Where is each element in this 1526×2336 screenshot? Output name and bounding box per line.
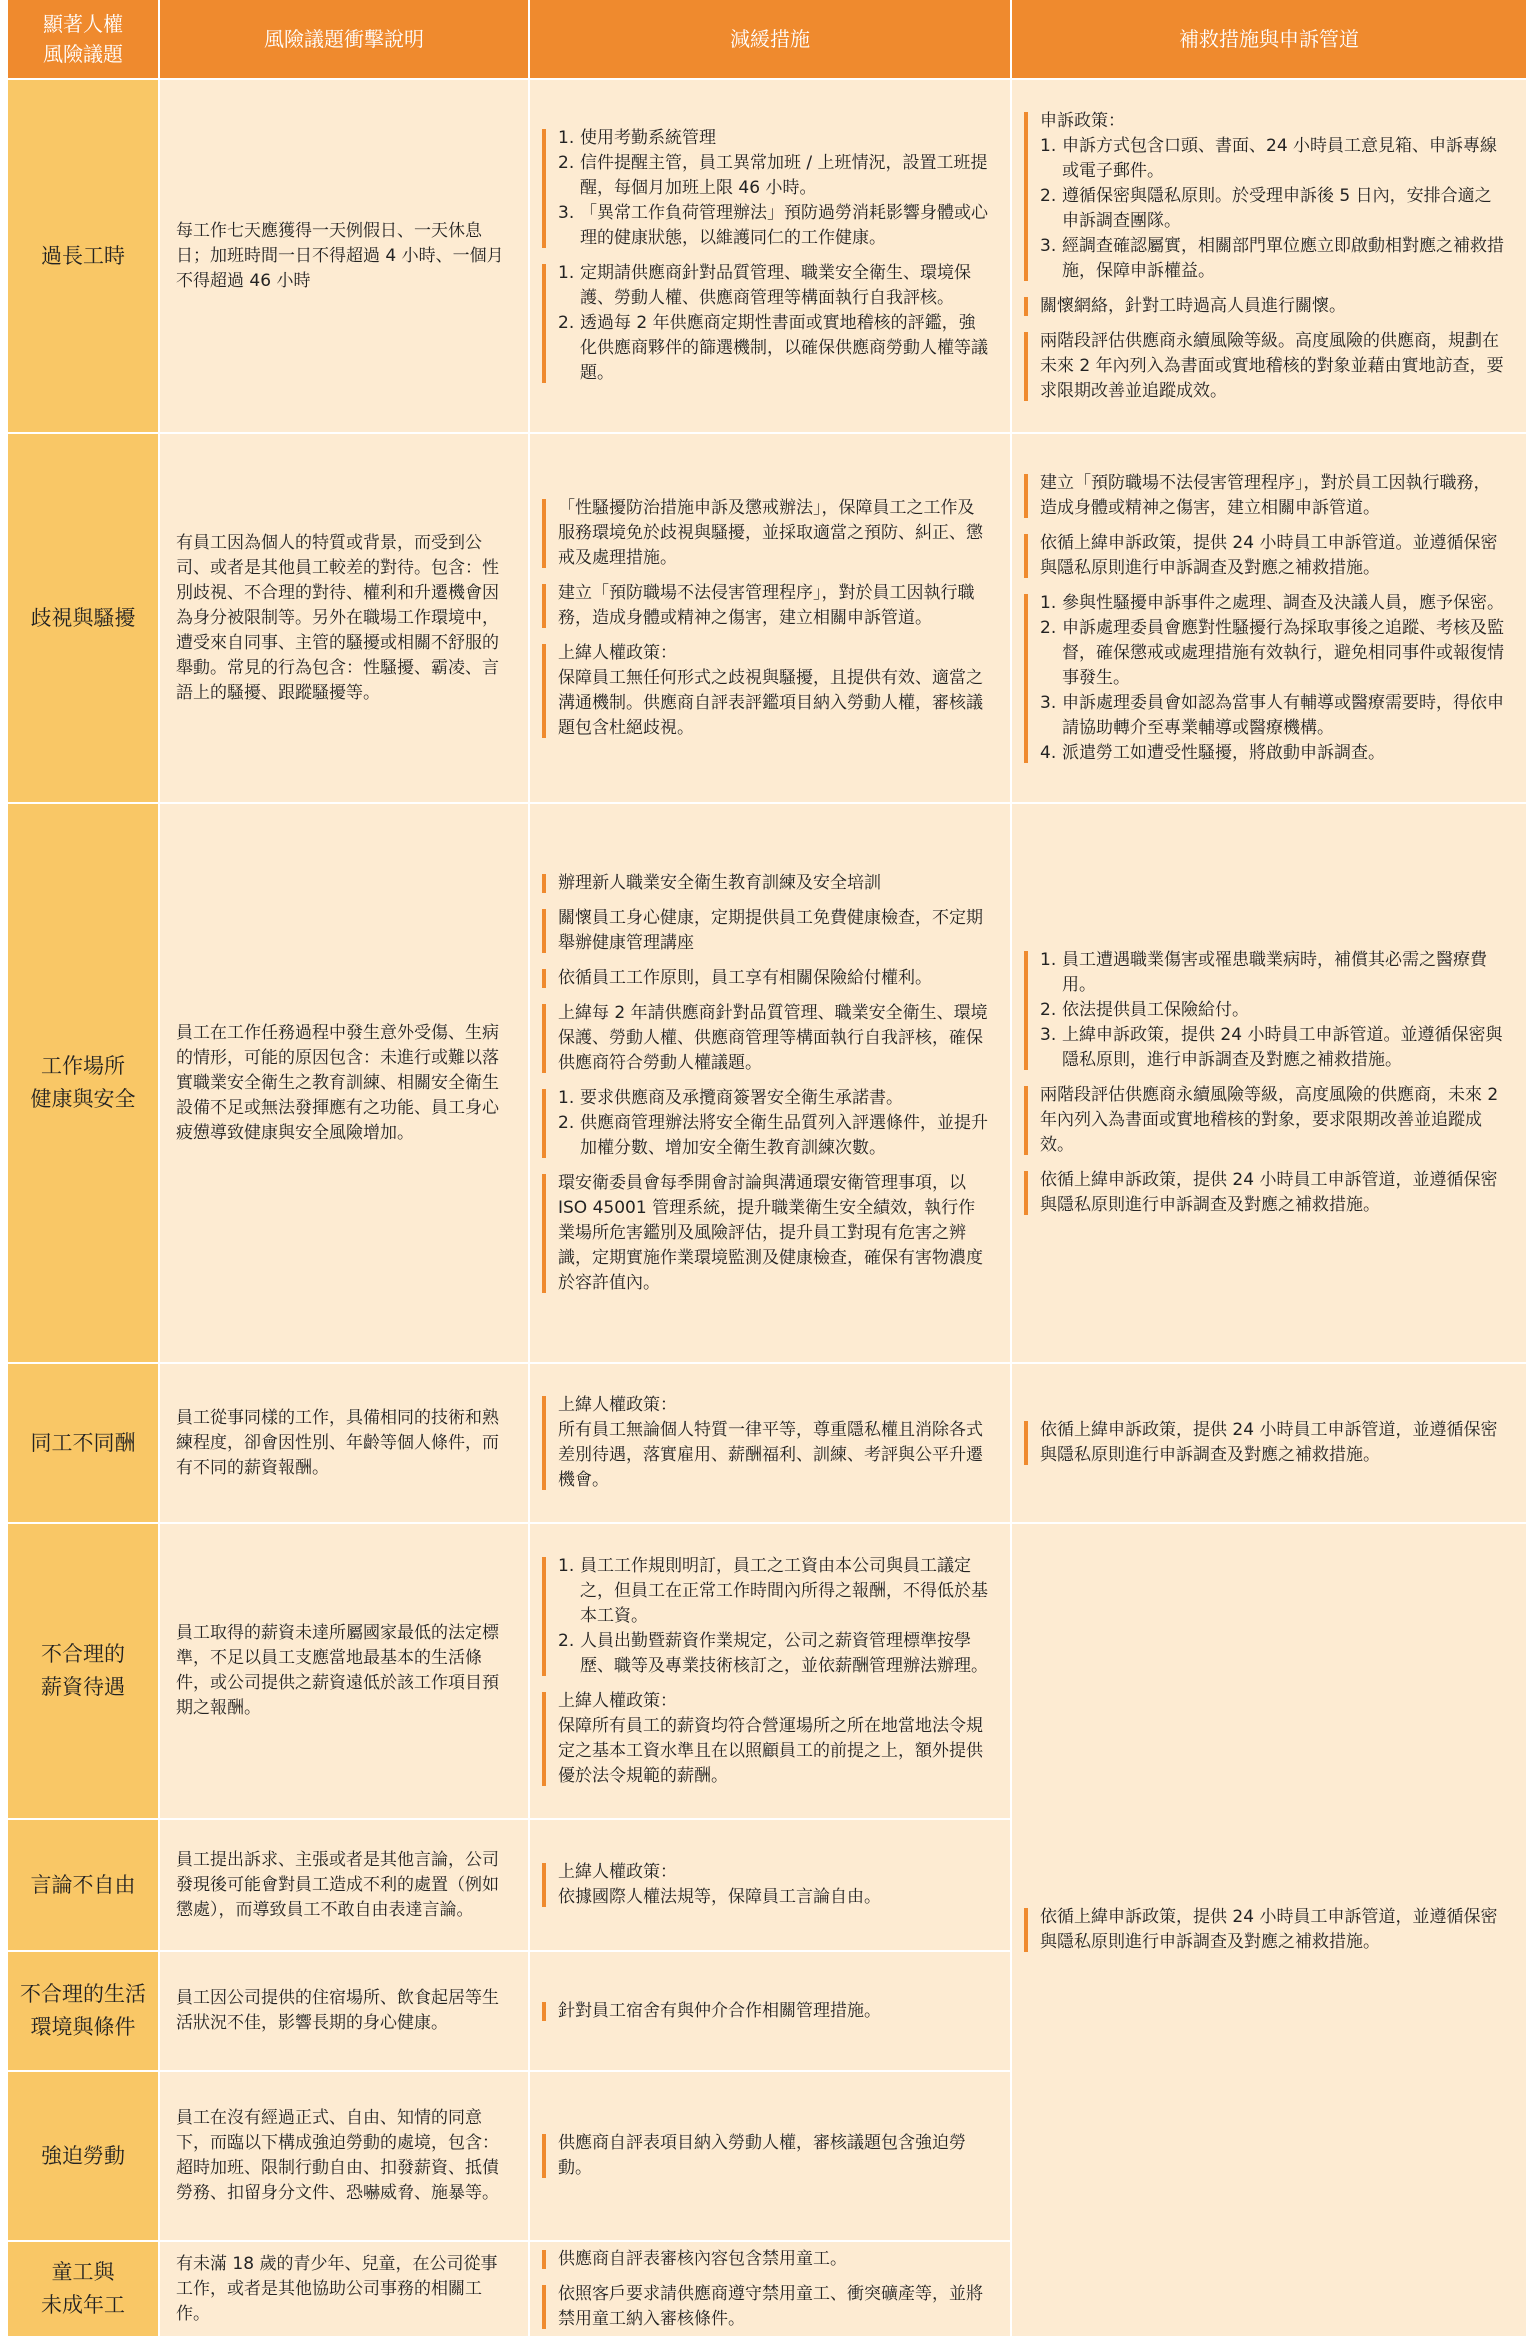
numbered-list bbox=[558, 1086, 990, 1161]
list-number: 2. bbox=[1040, 185, 1057, 206]
list-item bbox=[1040, 134, 1506, 184]
issue-cell: 過長工時 bbox=[8, 80, 158, 432]
issue-cell: 強迫勞動 bbox=[8, 2072, 158, 2240]
block-text: 依循上緯申訴政策，提供 24 小時員工申訴管道。並遵循保密與隱私原則進行申訴調查及對應之補救措施。 bbox=[1040, 532, 1498, 578]
impact-cell bbox=[160, 1524, 528, 1818]
text-block bbox=[542, 2282, 990, 2332]
list-item bbox=[1040, 998, 1506, 1023]
text-block bbox=[1024, 329, 1506, 404]
header-issue: 顯著人權 風險議題 bbox=[8, 0, 158, 78]
issue-cell: 不合理的生活 環境與條件 bbox=[8, 1952, 158, 2070]
impact-text: 有未滿 18 歲的青少年、兒童，在公司從事工作，或者是其他協助公司事務的相關工作。 bbox=[176, 2253, 498, 2324]
block-text: 所有員工無論個人特質一律平等，尊重隱私權且消除各式差別待遇，落實雇用、薪酬福利、訓練、考評與公平升遷機會。 bbox=[558, 1420, 983, 1490]
impact-text: 員工在沒有經過正式、自由、知情的同意下，而臨以下構成強迫勞動的處境，包含：超時加班、限制行動自由、扣發薪資、抵債勞務、扣留身分文件、恐嚇威脅、施暴等。 bbox=[176, 2108, 499, 2203]
list-number: 1. bbox=[558, 128, 575, 148]
block-label: 上緯人權政策： bbox=[558, 1395, 677, 1415]
list-item-text: 員工工作規則明訂，員工之工資由本公司與員工議定之，但員工在正常工作時間內所得之報酬，不得低於基本工資。 bbox=[580, 1555, 988, 1626]
text-block bbox=[542, 906, 990, 956]
list-item bbox=[1040, 591, 1506, 616]
mitigation-cell bbox=[530, 434, 1010, 802]
human-rights-risk-table bbox=[8, 0, 1526, 2336]
numbered-list bbox=[558, 1554, 990, 1679]
block-text: 環安衛委員會每季開會討論與溝通環安衛管理事項，以 ISO 45001 管理系統，提升職業衛生安全績效，執行作業場所危害鑑別及風險評估，提升員工對現有危害之辨識，定期實施作業環境監測及健康檢查，確保有害物濃度於容許值內。 bbox=[558, 1172, 983, 1293]
list-item bbox=[558, 126, 990, 151]
block-text: 依循上緯申訴政策，提供 24 小時員工申訴管道，並遵循保密與隱私原則進行申訴調查及對應之補救措施。 bbox=[1040, 1420, 1498, 1465]
list-item bbox=[558, 261, 990, 311]
block-text: 依循上緯申訴政策，提供 24 小時員工申訴管道，並遵循保密與隱私原則進行申訴調查及對應之補救措施。 bbox=[1040, 1170, 1498, 1215]
list-item bbox=[1040, 948, 1506, 998]
list-number: 3. bbox=[1040, 692, 1057, 713]
numbered-list bbox=[1040, 591, 1506, 766]
list-item-text: 上緯申訴政策，提供 24 小時員工申訴管道。並遵循保密與隱私原則，進行申訴調查及對應之補救措施。 bbox=[1062, 1025, 1503, 1070]
impact-text: 員工因公司提供的住宿場所、飲食起居等生活狀況不佳，影響長期的身心健康。 bbox=[176, 1988, 499, 2033]
issue-cell: 童工與 未成年工 bbox=[8, 2242, 158, 2336]
text-block bbox=[1024, 1168, 1506, 1218]
impact-cell bbox=[160, 2242, 528, 2336]
impact-cell bbox=[160, 2072, 528, 2240]
block-text: 供應商自評表審核內容包含禁用童工。 bbox=[558, 2248, 847, 2269]
list-number: 1. bbox=[558, 1087, 575, 1108]
block-text: 依循上緯申訴政策，提供 24 小時員工申訴管道，並遵循保密與隱私原則進行申訴調查及對應之補救措施。 bbox=[1040, 1907, 1498, 1952]
text-block bbox=[1024, 591, 1506, 766]
block-text: 建立「預防職場不法侵害管理程序」，對於員工因執行職務，造成身體或精神之傷害，建立相關申訴管道。 bbox=[558, 582, 975, 628]
list-number: 2. bbox=[1040, 617, 1057, 638]
block-text: 供應商自評表項目納入勞動人權，審核議題包含強迫勞動。 bbox=[558, 2133, 966, 2178]
block-text: 關懷網絡，針對工時過高人員進行關懷。 bbox=[1040, 295, 1346, 316]
text-block bbox=[542, 1393, 990, 1493]
numbered-list bbox=[558, 126, 990, 251]
text-block bbox=[542, 261, 990, 386]
impact-text: 有員工因為個人的特質或背景，而受到公司、或者是其他員工較差的對待。包含：性別歧視、不合理的對待、權利和升遷機會因為身分被限制等。另外在職場工作環境中，遭受來自同事、主管的騷擾或相關不舒服的舉動。常見的行為包含：性騷擾、霸凌、言語上的騷擾、跟蹤騷擾等。 bbox=[176, 532, 499, 703]
issue-cell: 歧視與騷擾 bbox=[8, 434, 158, 802]
text-block bbox=[542, 496, 990, 571]
issue-cell: 不合理的 薪資待遇 bbox=[8, 1524, 158, 1818]
block-text: 保障員工無任何形式之歧視與騷擾，且提供有效、適當之溝通機制。供應商自評表評鑑項目納入勞動人權，審核議題包含杜絕歧視。 bbox=[558, 667, 983, 738]
header-remedy: 補救措施與申訴管道 bbox=[1012, 0, 1526, 78]
list-number: 3. bbox=[1040, 235, 1057, 256]
text-block bbox=[542, 1171, 990, 1296]
block-label: 上緯人權政策： bbox=[558, 1690, 677, 1711]
impact-cell bbox=[160, 1820, 528, 1950]
list-number: 2. bbox=[558, 1630, 575, 1651]
list-item-text: 員工遭遇職業傷害或罹患職業病時，補償其必需之醫療費用。 bbox=[1062, 950, 1487, 995]
header-impact: 風險議題衝擊說明 bbox=[160, 0, 528, 78]
list-item-text: 供應商管理辦法將安全衛生品質列入評選條件，並提升加權分數、增加安全衛生教育訓練次數。 bbox=[580, 1112, 988, 1158]
impact-cell bbox=[160, 804, 528, 1362]
list-item-text: 遵循保密與隱私原則。於受理申訴後 5 日內，安排合適之申訴調查團隊。 bbox=[1062, 185, 1492, 231]
block-text: 兩階段評估供應商永續風險等級。高度風險的供應商，規劃在未來 2 年內列入為書面或實地稽核的對象並藉由實地訪查，要求限期改善並追蹤成效。 bbox=[1040, 330, 1504, 401]
text-block bbox=[542, 126, 990, 251]
list-number: 1. bbox=[558, 263, 575, 283]
numbered-list bbox=[558, 261, 990, 386]
list-number: 1. bbox=[1040, 135, 1057, 156]
list-item-text: 申訴處理委員會應對性騷擾行為採取事後之追蹤、考核及監督，確保懲戒或處理措施有效執行，避免相同事件或報復情事發生。 bbox=[1062, 617, 1504, 688]
block-text: 建立「預防職場不法侵害管理程序」，對於員工因執行職務，造成身體或精神之傷害，建立相關申訴管道。 bbox=[1040, 472, 1491, 518]
impact-cell bbox=[160, 1952, 528, 2070]
numbered-list bbox=[1040, 948, 1506, 1073]
block-text: 關懷員工身心健康，定期提供員工免費健康檢查，不定期舉辦健康管理講座 bbox=[558, 907, 983, 953]
mitigation-cell bbox=[530, 80, 1010, 432]
list-item bbox=[1040, 616, 1506, 691]
block-text: 上緯每 2 年請供應商針對品質管理、職業安全衛生、環境保護、勞動人權、供應商管理等構面執行自我評核，確保供應商符合勞動人權議題。 bbox=[558, 1002, 988, 1073]
block-text: 依循員工工作原則，員工享有相關保險給付權利。 bbox=[558, 967, 932, 988]
mitigation-cell bbox=[530, 1524, 1010, 1818]
list-item bbox=[558, 1086, 990, 1111]
list-number: 2. bbox=[558, 1112, 575, 1133]
text-block bbox=[542, 1860, 990, 1910]
list-number: 4. bbox=[1040, 742, 1057, 763]
text-block bbox=[1024, 1418, 1506, 1468]
text-block bbox=[542, 1001, 990, 1076]
impact-cell bbox=[160, 434, 528, 802]
impact-text: 每工作七天應獲得一天例假日、一天休息日；加班時間一日不得超過 4 小時、一個月不得超過 46 小時 bbox=[176, 220, 504, 291]
impact-text: 員工從事同樣的工作，具備相同的技術和熟練程度，卻會因性別、年齡等個人條件，而有不同的薪資報酬。 bbox=[176, 1407, 499, 1478]
block-text: 依據國際人權法規等，保障員工言論自由。 bbox=[558, 1887, 881, 1907]
list-item-text: 要求供應商及承攬商簽署安全衛生承諾書。 bbox=[580, 1087, 903, 1108]
mitigation-cell bbox=[530, 2242, 1010, 2336]
block-label: 上緯人權政策： bbox=[558, 1862, 677, 1882]
list-item bbox=[1040, 234, 1506, 284]
list-item bbox=[1040, 741, 1506, 766]
text-block bbox=[542, 1689, 990, 1789]
list-item bbox=[558, 1111, 990, 1161]
list-number: 2. bbox=[1040, 1000, 1057, 1020]
mitigation-cell bbox=[530, 1820, 1010, 1950]
issue-cell: 同工不同酬 bbox=[8, 1364, 158, 1522]
text-block bbox=[1024, 294, 1506, 319]
text-block bbox=[542, 966, 990, 991]
list-item bbox=[558, 201, 990, 251]
header-mitigation: 減緩措施 bbox=[530, 0, 1010, 78]
impact-text: 員工在工作任務過程中發生意外受傷、生病的情形，可能的原因包含：未進行或難以落實職業安全衛生之教育訓練、相關安全衛生設備不足或無法發揮應有之功能、員工身心疲憊導致健康與安全風險增加。 bbox=[176, 1022, 499, 1143]
impact-text: 員工取得的薪資未達所屬國家最低的法定標準，不足以員工支應當地最基本的生活條件，或公司提供之薪資遠低於該工作項目預期之報酬。 bbox=[176, 1623, 499, 1718]
impact-text: 員工提出訴求、主張或者是其他言論，公司發現後可能會對員工造成不利的處置（例如懲處），而導致員工不敢自由表達言論。 bbox=[176, 1849, 499, 1920]
impact-cell bbox=[160, 80, 528, 432]
block-label: 上緯人權政策： bbox=[558, 642, 677, 663]
impact-cell bbox=[160, 1364, 528, 1522]
list-item-text: 信件提醒主管，員工異常加班 / 上班情況，設置工班提醒，每個月加班上限 46 小時。 bbox=[580, 153, 988, 198]
text-block bbox=[542, 2247, 990, 2272]
list-item bbox=[1040, 1023, 1506, 1073]
text-block bbox=[542, 2131, 990, 2181]
text-block bbox=[1024, 1083, 1506, 1158]
remedy-cell bbox=[1012, 434, 1526, 802]
list-item bbox=[1040, 184, 1506, 234]
remedy-cell bbox=[1012, 804, 1526, 1362]
text-block bbox=[542, 641, 990, 741]
list-item bbox=[558, 311, 990, 386]
remedy-cell bbox=[1012, 1364, 1526, 1522]
text-block bbox=[1024, 471, 1506, 521]
mitigation-cell bbox=[530, 1364, 1010, 1522]
list-item-text: 派遣勞工如遭受性騷擾，將啟動申訴調查。 bbox=[1062, 742, 1385, 763]
list-number: 3. bbox=[1040, 1025, 1057, 1045]
list-item-text: 依法提供員工保險給付。 bbox=[1062, 1000, 1249, 1020]
text-block bbox=[1024, 1905, 1506, 1955]
list-item-text: 使用考勤系統管理 bbox=[580, 128, 716, 148]
issue-cell: 言論不自由 bbox=[8, 1820, 158, 1950]
list-item-text: 「異常工作負荷管理辦法」預防過勞消耗影響身體或心理的健康狀態，以維護同仁的工作健康。 bbox=[580, 203, 988, 248]
list-item-text: 定期請供應商針對品質管理、職業安全衛生、環境保護、勞動人權、供應商管理等構面執行自我評核。 bbox=[580, 263, 971, 308]
list-item bbox=[558, 1554, 990, 1629]
list-item bbox=[1040, 691, 1506, 741]
block-text: 兩階段評估供應商永續風險等級，高度風險的供應商，未來 2 年內列入為書面或實地稽核的對象，要求限期改善並追蹤成效。 bbox=[1040, 1085, 1499, 1155]
block-text: 辦理新人職業安全衛生教育訓練及安全培訓 bbox=[558, 872, 881, 893]
list-number: 1. bbox=[558, 1555, 575, 1576]
block-text: 依照客戶要求請供應商遵守禁用童工、衝突礦產等，並將禁用童工納入審核條件。 bbox=[558, 2283, 983, 2329]
mitigation-cell bbox=[530, 2072, 1010, 2240]
text-block bbox=[542, 1554, 990, 1679]
block-text: 針對員工宿舍有與仲介合作相關管理措施。 bbox=[558, 2000, 881, 2021]
text-block bbox=[542, 871, 990, 896]
block-text: 保障所有員工的薪資均符合營運場所之所在地當地法令規定之基本工資水準且在以照顧員工的前提之上，額外提供優於法令規範的薪酬。 bbox=[558, 1715, 983, 1786]
list-number: 2. bbox=[558, 153, 575, 173]
list-item bbox=[558, 1629, 990, 1679]
list-item-text: 參與性騷擾申訴事件之處理、調查及決議人員，應予保密。 bbox=[1062, 592, 1504, 613]
text-block bbox=[1024, 948, 1506, 1073]
list-item-text: 透過每 2 年供應商定期性書面或實地稽核的評鑑，強化供應商夥伴的篩選機制，以確保供應商勞動人權等議題。 bbox=[580, 313, 988, 383]
list-item-text: 人員出勤暨薪資作業規定，公司之薪資管理標準按學歷、職等及專業技術核訂之，並依薪酬管理辦法辦理。 bbox=[580, 1630, 988, 1676]
text-block bbox=[542, 581, 990, 631]
list-item-text: 申訴方式包含口頭、書面、24 小時員工意見箱、申訴專線或電子郵件。 bbox=[1062, 135, 1498, 181]
text-block bbox=[542, 1086, 990, 1161]
shared-remedy-cell bbox=[1012, 1524, 1526, 2336]
list-number: 1. bbox=[1040, 592, 1057, 613]
list-item-text: 申訴處理委員會如認為當事人有輔導或醫療需要時，得依申請協助轉介至專業輔導或醫療機構。 bbox=[1062, 692, 1504, 738]
list-number: 1. bbox=[1040, 950, 1057, 970]
numbered-list bbox=[1040, 134, 1506, 284]
text-block bbox=[542, 1999, 990, 2024]
text-block bbox=[1024, 109, 1506, 284]
list-number: 2. bbox=[558, 313, 575, 333]
list-item-text: 經調查確認屬實，相關部門單位應立即啟動相對應之補救措施，保障申訴權益。 bbox=[1062, 235, 1504, 281]
remedy-cell bbox=[1012, 80, 1526, 432]
block-text: 「性騷擾防治措施申訴及懲戒辦法」，保障員工之工作及服務環境免於歧視與騷擾，並採取適當之預防、糾正、懲戒及處理措施。 bbox=[558, 497, 983, 568]
text-block bbox=[1024, 531, 1506, 581]
list-number: 3. bbox=[558, 203, 575, 223]
mitigation-cell bbox=[530, 804, 1010, 1362]
list-item bbox=[558, 151, 990, 201]
block-label: 申訴政策： bbox=[1040, 110, 1125, 131]
issue-cell: 工作場所 健康與安全 bbox=[8, 804, 158, 1362]
mitigation-cell bbox=[530, 1952, 1010, 2070]
